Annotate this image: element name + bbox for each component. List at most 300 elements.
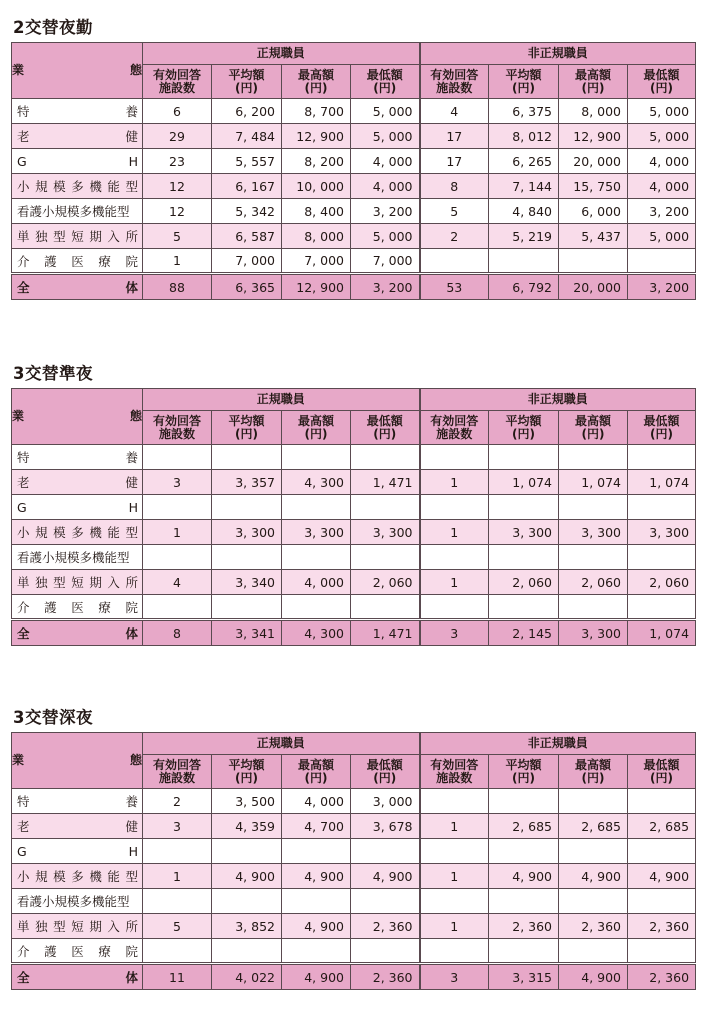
category-header-char: 態 [129,753,142,767]
row-category [12,99,143,124]
regular-min-cell [351,545,420,570]
row-category-total-label [17,624,138,642]
row-category [12,470,143,495]
table-row [12,520,696,545]
category-header [12,43,143,99]
column-header-min-line2: (円) [650,80,674,95]
regular-max-cell: 4, 000 [282,789,351,814]
row-category [12,149,143,174]
row-category-total-label-char: 体 [125,626,138,641]
total-regular-avg-cell: 4, 022 [212,964,282,990]
column-header-count-line2: 施設数 [158,80,195,95]
column-header-count-line2: 施設数 [158,426,195,441]
row-category-label-char: 護 [44,599,57,615]
nonregular-min-cell [628,495,696,520]
nonregular-min-cell: 3, 200 [628,199,696,224]
row-category-label-char: 看護小規模多機能型 [17,204,130,219]
row-category-label-char: 型 [125,525,138,540]
row-category-label-char: 護 [44,253,57,269]
regular-max-cell: 4, 700 [282,814,351,839]
nonregular-max-cell [559,789,628,814]
regular-max-cell: 4, 900 [282,914,351,939]
row-category-label-char: 短 [71,229,84,244]
regular-count-cell: 29 [143,124,212,149]
row-category-label-char: 模 [53,869,66,884]
column-header-avg-line2: (円) [512,80,535,95]
category-header-label [12,754,142,767]
row-category-label [17,844,138,859]
row-category-label-char: 護 [44,943,57,959]
regular-max-cell: 10, 000 [282,174,351,199]
regular-max-cell [282,545,351,570]
column-header-min-line1: 最低額 [366,757,403,772]
nonregular-avg-cell [489,445,559,470]
header-row-groups [12,389,696,411]
row-category [12,249,143,274]
total-nonregular-count-cell: 3 [420,964,489,990]
row-category-label-char: 所 [125,575,138,590]
column-header-max-line2: (円) [581,80,605,95]
total-nonregular-min-cell: 2, 360 [628,964,696,990]
column-header-max-line2: (円) [304,426,328,441]
column-header-max [282,755,351,789]
regular-avg-cell: 3, 852 [212,914,282,939]
row-category-label [17,202,138,220]
row-category-label-char: 特 [17,450,30,465]
column-header-count-line2: 施設数 [158,770,195,785]
category-header-char: 業 [12,63,25,77]
nonregular-min-cell: 1, 074 [628,470,696,495]
row-category [12,914,143,939]
regular-count-cell: 2 [143,789,212,814]
column-header-avg [489,755,559,789]
nonregular-avg-cell: 2, 360 [489,914,559,939]
row-category-label-char: 型 [125,179,138,194]
regular-count-cell: 1 [143,249,212,274]
nonregular-count-cell [420,445,489,470]
total-regular-max-cell: 4, 900 [282,964,351,990]
column-header-min-line2: (円) [650,426,674,441]
regular-count-cell [143,839,212,864]
regular-min-cell: 4, 900 [351,864,420,889]
column-header-max-line1: 最高額 [575,413,612,428]
table-row [12,174,696,199]
nonregular-count-cell: 2 [420,224,489,249]
nonregular-avg-cell: 8, 012 [489,124,559,149]
nonregular-avg-cell: 6, 265 [489,149,559,174]
row-category-label-char: 健 [125,475,138,490]
column-header-count-line2: 施設数 [436,426,473,441]
table-row [12,470,696,495]
row-category-label-char: 短 [71,575,84,590]
row-category-label-char: 療 [98,943,111,959]
total-nonregular-avg-cell: 6, 792 [489,274,559,300]
row-category [12,124,143,149]
row-category-label [17,252,138,270]
nonregular-max-cell: 2, 060 [559,570,628,595]
row-category-label-char: 老 [17,475,30,490]
category-header-char: 業 [12,753,25,767]
row-category-label [17,127,138,145]
column-header-count-line2: 施設数 [436,770,473,785]
header-row-groups [12,43,696,65]
nonregular-max-cell: 3, 300 [559,520,628,545]
total-nonregular-max-cell: 4, 900 [559,964,628,990]
row-category-label-char: 入 [107,229,120,244]
column-header-avg-line1: 平均額 [228,757,265,772]
regular-avg-cell: 5, 557 [212,149,282,174]
column-header-count-line1: 有効回答 [430,757,479,772]
row-category-label [17,598,138,616]
regular-min-cell: 2, 060 [351,570,420,595]
row-category-label-char: 小 [17,179,30,194]
regular-count-cell: 1 [143,520,212,545]
total-regular-min-cell: 3, 200 [351,274,420,300]
row-category [12,520,143,545]
data-table [11,732,696,990]
nonregular-max-cell: 2, 360 [559,914,628,939]
row-category-label-char: 所 [125,229,138,244]
category-header-label [12,64,142,77]
column-header-max-line1: 最高額 [575,67,612,82]
section-2 [0,346,709,686]
regular-avg-cell [212,939,282,964]
nonregular-avg-cell: 2, 685 [489,814,559,839]
row-category-label-char: H [128,153,138,169]
table-row [12,914,696,939]
table-row-total [12,620,696,646]
nonregular-avg-cell [489,249,559,274]
row-category-label-char: 能 [107,179,120,194]
row-category-label-char: 短 [71,919,84,934]
regular-count-cell: 12 [143,174,212,199]
row-category-label [17,177,138,195]
nonregular-avg-cell: 4, 840 [489,199,559,224]
column-header-max [559,411,628,445]
row-category-label-char: 介 [17,599,30,615]
nonregular-count-cell: 1 [420,570,489,595]
group-header-regular: 正規職員 [143,389,420,411]
regular-max-cell [282,495,351,520]
column-header-count [143,411,212,445]
nonregular-count-cell [420,889,489,914]
total-nonregular-count-cell: 53 [420,274,489,300]
total-nonregular-avg-cell: 3, 315 [489,964,559,990]
total-nonregular-min-cell: 3, 200 [628,274,696,300]
nonregular-avg-cell: 2, 060 [489,570,559,595]
column-header-count-line1: 有効回答 [430,67,479,82]
nonregular-count-cell: 1 [420,814,489,839]
nonregular-max-cell: 20, 000 [559,149,628,174]
column-header-avg-line1: 平均額 [505,757,542,772]
column-header-max-line1: 最高額 [297,67,334,82]
column-header-max [559,755,628,789]
nonregular-count-cell: 1 [420,864,489,889]
nonregular-avg-cell [489,789,559,814]
nonregular-min-cell: 5, 000 [628,99,696,124]
regular-max-cell [282,939,351,964]
nonregular-min-cell: 4, 900 [628,864,696,889]
row-category-label-char: 医 [71,599,84,615]
regular-min-cell: 5, 000 [351,99,420,124]
total-nonregular-max-cell: 3, 300 [559,620,628,646]
regular-min-cell [351,495,420,520]
nonregular-count-cell: 4 [420,99,489,124]
nonregular-avg-cell: 7, 144 [489,174,559,199]
row-category [12,495,143,520]
section-title: 3交替深夜 [13,708,93,727]
regular-count-cell [143,545,212,570]
column-header-avg-line2: (円) [235,426,258,441]
row-category-total-label-char: 体 [125,280,138,295]
regular-avg-cell [212,545,282,570]
row-category-label-char: 期 [89,229,102,244]
row-category-label-char: 看護小規模多機能型 [17,894,130,909]
row-category-label-char: 規 [35,179,48,194]
nonregular-min-cell [628,249,696,274]
column-header-min [351,411,420,445]
row-category [12,545,143,570]
regular-avg-cell: 4, 900 [212,864,282,889]
column-header-max-line1: 最高額 [297,757,334,772]
group-header-regular: 正規職員 [143,43,420,65]
nonregular-avg-cell: 4, 900 [489,864,559,889]
row-category-total [12,274,143,300]
category-header-char: 態 [129,409,142,423]
regular-min-cell [351,889,420,914]
row-category-label-char: 能 [107,525,120,540]
column-header-avg [212,411,282,445]
nonregular-max-cell [559,445,628,470]
regular-min-cell: 3, 200 [351,199,420,224]
category-header-char: 業 [12,409,25,423]
nonregular-min-cell: 4, 000 [628,174,696,199]
row-category [12,445,143,470]
row-category-label-char: 養 [125,104,138,119]
row-category-label-char: 特 [17,794,30,809]
row-category-label-char: 規 [35,525,48,540]
column-header-count [420,755,489,789]
row-category-label [17,892,138,910]
nonregular-count-cell [420,249,489,274]
row-category-total-label-char: 全 [17,626,30,641]
regular-avg-cell: 3, 357 [212,470,282,495]
column-header-avg-line1: 平均額 [505,413,542,428]
group-header-nonregular: 非正規職員 [420,43,696,65]
column-header-count [420,65,489,99]
column-header-count-line1: 有効回答 [152,757,201,772]
table-row [12,124,696,149]
row-category-total-label [17,278,138,296]
nonregular-max-cell: 5, 437 [559,224,628,249]
regular-count-cell [143,939,212,964]
table-row [12,814,696,839]
row-category-label-char: 院 [125,253,138,269]
row-category [12,889,143,914]
category-header [12,733,143,789]
regular-count-cell [143,889,212,914]
regular-avg-cell [212,495,282,520]
nonregular-avg-cell: 5, 219 [489,224,559,249]
row-category-label-char: 医 [71,253,84,269]
row-category-label-char: 規 [35,869,48,884]
nonregular-min-cell [628,595,696,620]
column-header-count [143,755,212,789]
total-nonregular-count-cell: 3 [420,620,489,646]
row-category-label-char: 多 [71,525,84,540]
row-category-label-char: 型 [53,575,66,590]
nonregular-min-cell: 5, 000 [628,124,696,149]
regular-count-cell: 5 [143,914,212,939]
row-category [12,199,143,224]
column-header-max-line1: 最高額 [575,757,612,772]
table-row-total [12,274,696,300]
row-category-label-char: G [17,153,27,169]
row-category-label-char: G [17,843,27,859]
nonregular-max-cell [559,249,628,274]
regular-min-cell [351,939,420,964]
nonregular-avg-cell [489,495,559,520]
row-category-label-char: 療 [98,253,111,269]
nonregular-avg-cell: 1, 074 [489,470,559,495]
nonregular-count-cell [420,939,489,964]
group-header-nonregular: 非正規職員 [420,389,696,411]
nonregular-count-cell: 17 [420,149,489,174]
row-category-label-char: 所 [125,919,138,934]
row-category-label-char: 独 [35,919,48,934]
table-row [12,595,696,620]
regular-max-cell: 4, 300 [282,470,351,495]
regular-count-cell: 12 [143,199,212,224]
table-row [12,889,696,914]
regular-avg-cell [212,595,282,620]
column-header-min [628,411,696,445]
row-category-label-char: 院 [125,943,138,959]
regular-count-cell: 6 [143,99,212,124]
column-header-min-line2: (円) [373,80,397,95]
column-header-count-line1: 有効回答 [152,413,201,428]
column-header-avg-line2: (円) [235,80,258,95]
nonregular-max-cell [559,939,628,964]
column-header-avg [212,755,282,789]
row-category-label-char: 養 [125,794,138,809]
nonregular-max-cell [559,889,628,914]
regular-avg-cell: 3, 300 [212,520,282,545]
column-header-min-line2: (円) [373,426,397,441]
nonregular-min-cell [628,939,696,964]
regular-max-cell [282,595,351,620]
table-row [12,864,696,889]
nonregular-min-cell [628,839,696,864]
nonregular-avg-cell [489,545,559,570]
row-category-label [17,817,138,835]
table-row [12,445,696,470]
nonregular-max-cell: 6, 000 [559,199,628,224]
regular-max-cell: 4, 900 [282,864,351,889]
regular-min-cell: 3, 300 [351,520,420,545]
regular-max-cell: 7, 000 [282,249,351,274]
column-header-avg-line2: (円) [512,426,535,441]
section-title: 3交替準夜 [13,364,93,383]
column-header-avg-line2: (円) [512,770,535,785]
regular-count-cell [143,495,212,520]
row-category [12,570,143,595]
table-row [12,939,696,964]
column-header-min-line1: 最低額 [643,757,680,772]
nonregular-count-cell [420,495,489,520]
row-category-label-char: 介 [17,253,30,269]
row-category-total-label-char: 体 [125,970,138,985]
regular-min-cell [351,595,420,620]
row-category [12,224,143,249]
nonregular-count-cell: 17 [420,124,489,149]
regular-min-cell [351,445,420,470]
nonregular-min-cell: 4, 000 [628,149,696,174]
row-category-label-char: 期 [89,919,102,934]
row-category-label [17,500,138,515]
regular-min-cell: 2, 360 [351,914,420,939]
regular-avg-cell: 7, 484 [212,124,282,149]
row-category-label-char: 模 [53,179,66,194]
nonregular-min-cell: 2, 060 [628,570,696,595]
column-header-min [628,65,696,99]
row-category-label-char: 期 [89,575,102,590]
row-category [12,595,143,620]
column-header-min-line1: 最低額 [643,413,680,428]
data-table [11,42,696,300]
nonregular-count-cell: 5 [420,199,489,224]
row-category-label [17,573,138,591]
total-regular-min-cell: 2, 360 [351,964,420,990]
row-category-label [17,917,138,935]
regular-min-cell: 7, 000 [351,249,420,274]
nonregular-avg-cell [489,939,559,964]
regular-count-cell [143,445,212,470]
row-category-label-char: 看護小規模多機能型 [17,550,130,565]
row-category-label-char: 模 [53,525,66,540]
column-header-avg-line1: 平均額 [228,413,265,428]
row-category-label [17,792,138,810]
row-category-label-char: 特 [17,104,30,119]
row-category-label-char: 老 [17,129,30,144]
regular-count-cell: 23 [143,149,212,174]
nonregular-avg-cell: 6, 375 [489,99,559,124]
row-category-label-char: 単 [17,575,30,590]
row-category-label-char: 能 [107,869,120,884]
regular-avg-cell: 5, 342 [212,199,282,224]
table-row [12,149,696,174]
row-category-total-label-char: 全 [17,280,30,295]
total-regular-count-cell: 88 [143,274,212,300]
row-category-total-label [17,968,138,986]
category-header-char: 態 [129,63,142,77]
column-header-max-line2: (円) [304,80,328,95]
table-row-total [12,964,696,990]
regular-avg-cell [212,445,282,470]
regular-max-cell: 8, 700 [282,99,351,124]
row-category [12,939,143,964]
column-header-count-line1: 有効回答 [430,413,479,428]
nonregular-count-cell [420,545,489,570]
nonregular-max-cell: 15, 750 [559,174,628,199]
nonregular-max-cell [559,839,628,864]
row-category-label [17,473,138,491]
total-regular-max-cell: 12, 900 [282,274,351,300]
regular-min-cell: 3, 678 [351,814,420,839]
row-category-label-char: 機 [89,525,102,540]
column-header-min-line1: 最低額 [643,67,680,82]
regular-count-cell: 3 [143,814,212,839]
